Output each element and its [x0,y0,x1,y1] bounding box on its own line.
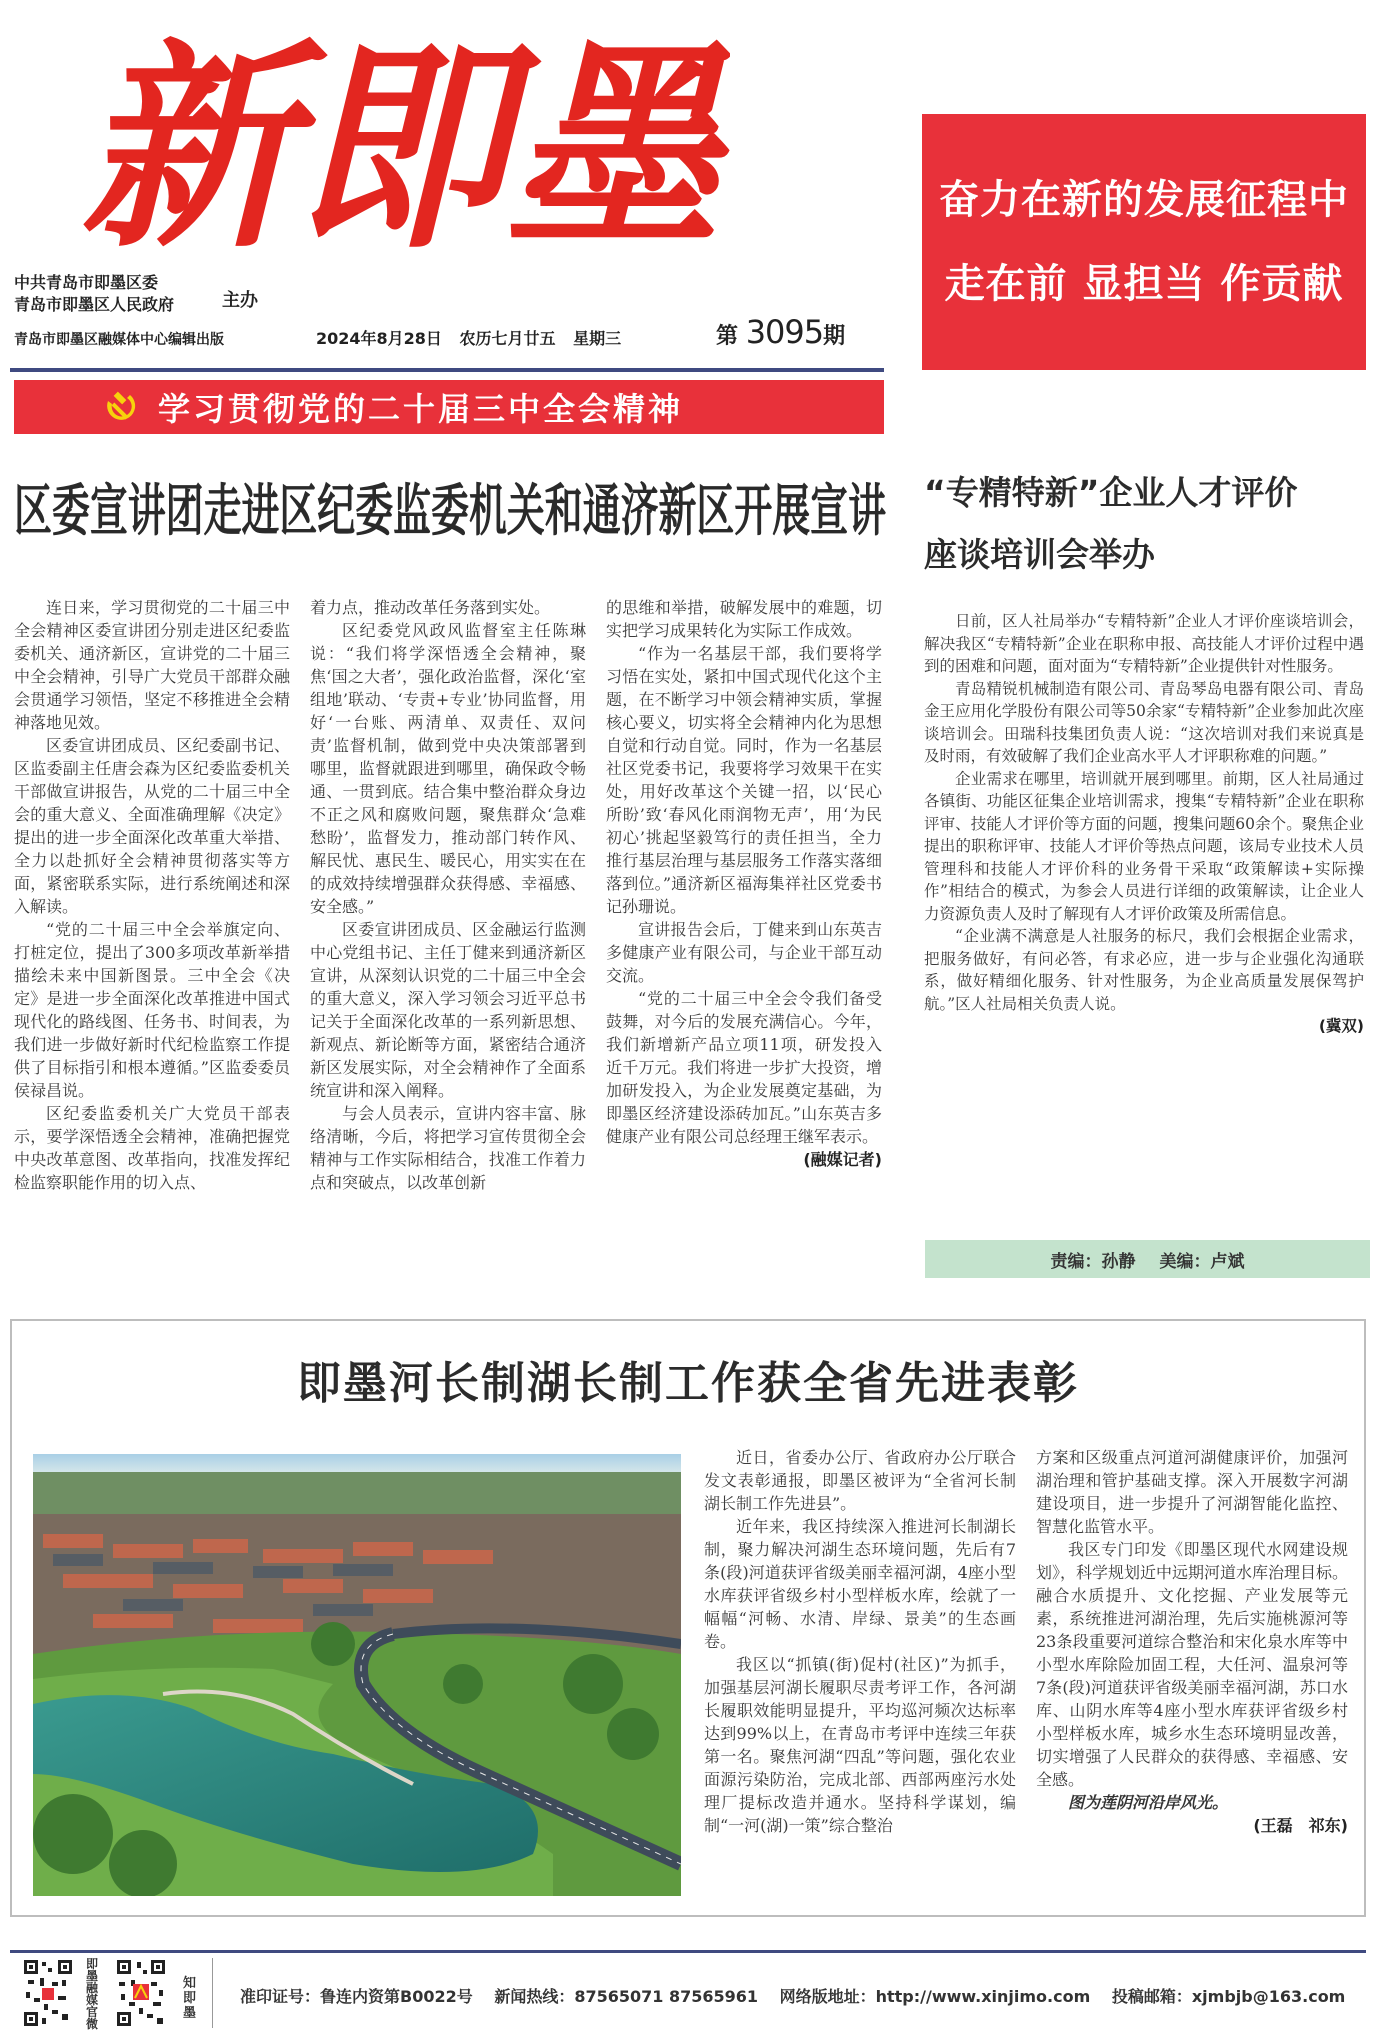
qr-label-zhi-jimo: 知即墨 [183,1976,197,2021]
logo-text: 新即墨 [80,20,730,270]
lead-article-column-3 [606,596,882,1171]
paragraph: 企业需求在哪里，培训就开展到哪里。前期，区人社局通过各镇街、功能区征集企业培训需求，搜集“专精特新”企业在职称评审、技能人才评价等方面的问题，搜集问题60余个。聚焦企业提出的职称评审、技能人才评价等热点问题，该局专业技术人员管理科和技能人才评价科的业务骨干采取“政策解读+实际操作”相结合的模式，为参会人员进行详细的政策解读，让企业人力资源负责人及时了解现有人才评价政策及所需信息。 [924,769,1364,923]
headline-line: 座谈培训会举办 [924,535,1155,574]
slogan-line-1: 奋力在新的发展征程中 [939,177,1349,223]
paragraph: “企业满不满意是人社服务的标尺，我们会根据企业需求，把服务做好，有问必答，有求必应，进一步与企业强化沟通联系，做好精细化服务、针对性服务，为企业高质量发展保驾护航。”区人社局相关负责人说。 [924,927,1364,1013]
paragraph: 方案和区级重点河道河湖健康评价，加强河湖治理和管护基础支撑。深入开展数字河湖建设项目，进一步提升了河湖智能化监控、智慧化监管水平。 [1036,1448,1348,1536]
bottom-article-column-2 [1036,1446,1348,1837]
slogan-box [922,114,1366,370]
paragraph: 与会人员表示，宣讲内容丰富、脉络清晰，今后，将把学习宣传贯彻全会精神与工作实际相结合，找准工作着力点和突破点，以改革创新 [310,1104,586,1192]
paragraph: 着力点，推动改革任务落到实处。 [310,598,551,617]
slogan-line-2: 走在前 显担当 作贡献 [944,261,1344,307]
masthead-divider [10,368,884,372]
paragraph: 近年来，我区持续深入推进河长制湖长制，聚力解决河湖生态环境问题，先后有7条(段)河道获评省级美丽幸福河湖，4座小型水库获评省级乡村小型样板水库，绘就了一幅幅“河畅、水清、岸绿、景美”的生态画卷。 [704,1517,1016,1651]
theme-banner [14,380,884,434]
footer-info [240,1984,1361,2007]
sponsor-party-committee: 中共青岛市即墨区委 [14,273,159,292]
river-aerial-photo [33,1454,681,1896]
side-article-body [924,610,1364,1038]
newspaper-logo [70,20,730,270]
art-editor: 美编：卢斌 [1159,1251,1245,1272]
weekday: 星期三 [573,329,622,348]
footer-divider [10,1950,1366,1953]
paragraph: “党的二十届三中全会举旗定向、打桩定位，提出了300多项改革新举措描绘未来中国新图景。三中全会《决定》是进一步全面深化改革推进中国式现代化的路线图、任务书、时间表，为我们进一步做好新时代纪检监察工作提供了目标指引和根本遵循。”区监委委员侯禄昌说。 [14,920,290,1100]
byline: (融媒记者) [803,1150,882,1169]
paragraph: 的思维和举措，破解发展中的难题，切实把学习成果转化为实际工作成效。 [606,598,882,640]
footer-separator [212,1958,213,2028]
website-link[interactable]: 网络版地址：http://www.xinjimo.com [779,1987,1091,2006]
paragraph: “党的二十届三中全会令我们备受鼓舞，对今后的发展充满信心。今年，我们新增新产品立项11项，研发投入近千万元。我们将进一步扩大投资，增加研发投入，为企业发展奠定基础，为即墨区经济建设添砖加瓦。”山东英吉多健康产业有限公司总经理王继军表示。 [606,989,882,1146]
paragraph: 区委宣讲团成员、区金融运行监测中心党组书记、主任丁健来到通济新区宣讲，从深刻认识党的二十届三中全会的重大意义，深入学习领会习近平总书记关于全面深化改革的一系列新思想、新观点、新论断等方面，紧密结合通济新区发展实际，对全会精神作了全面系统宣讲和深入阐释。 [310,920,586,1100]
byline: (冀双) [1318,1017,1364,1035]
paragraph: 近日，省委办公厅、省政府办公厅联合发文表彰通报，即墨区被评为“全省河长制湖长制工作先进县”。 [704,1448,1016,1513]
date: 2024年8月28日 [316,329,442,348]
editor-credits [925,1240,1370,1278]
issue-suffix: 期 [823,324,846,349]
lead-article-column-2 [310,596,586,1194]
qr-label-official-wechat: 即墨融媒官微 [86,1957,99,2031]
paragraph: 区委宣讲团成员、区纪委副书记、区监委副主任唐会森为区纪委监委机关干部做宣讲报告，从党的二十届三中全会的重大意义、全面准确理解《决定》提出的进一步全面深化改革重大举措、全力以赴抓好全会精神贯彻落实等方面，紧密联系实际，进行系统阐述和深入解读。 [14,736,290,916]
bottom-article-headline: 即墨河长制湖长制工作获全省先进表彰 [297,1358,1079,1409]
issue-prefix: 第 [716,324,739,349]
qr-code-icon[interactable] [22,1958,74,2028]
hammer-sickle-icon [100,387,140,427]
paragraph: 青岛精锐机械制造有限公司、青岛琴岛电器有限公司、青岛金王应用化学股份有限公司等50余家“专精特新”企业参加此次座谈培训会。田瑞科技集团负责人说：“这次培训对我们来说真是及时雨，有效破解了我们企业高水平人才评职称难的问题。” [924,679,1364,765]
paragraph: 宣讲报告会后，丁健来到山东英吉多健康产业有限公司，与企业干部互动交流。 [606,920,882,985]
lead-article-headline-text: 区委宣讲团走进区纪委监委机关和通济新区开展宣讲 [14,479,886,542]
paragraph: 连日来，学习贯彻党的二十届三中全会精神区委宣讲团分别走进区纪委监委机关、通济新区，宣讲党的二十届三中全会精神，引导广大党员干部群众融会贯通学习领悟，坚定不移推进全会精神落地见效。 [14,598,290,732]
paragraph: 日前，区人社局举办“专精特新”企业人才评价座谈培训会，解决我区“专精特新”企业在职称申报、高技能人才评价过程中遇到的困难和问题，面对面为“专精特新”企业提供针对性服务。 [924,612,1364,675]
byline: (王磊 祁东) [1253,1816,1348,1835]
lead-article-headline [14,472,890,542]
qr-code-icon[interactable] [115,1958,167,2028]
print-permit: 准印证号：鲁连内资第B0022号 [240,1987,473,2006]
issue-value: 3095 [745,313,824,351]
issue-number [716,312,845,357]
paragraph: 我区以“抓镇(街)促村(社区)”为抓手，加强基层河湖长履职尽责考评工作，各河湖长履职效能明显提升，平均巡河频次达标率达到99%以上，在青岛市考评中连续三年获第一名。聚焦河湖“四乱”等问题，强化农业面源污染防治，完成北部、西部两座污水处理厂提标改造并通水。坚持科学谋划，编制“一河(湖)一策”综合整治 [704,1655,1016,1835]
lunar-date: 农历七月廿五 [459,329,556,348]
dateline [316,328,633,350]
submission-email[interactable]: 投稿邮箱：xjmbjb@163.com [1111,1987,1346,2006]
chief-editor: 责编：孙静 [1050,1251,1136,1272]
sponsors [14,272,174,316]
side-article-headline [924,462,1364,586]
sponsor-government: 青岛市即墨区人民政府 [14,295,175,314]
publisher: 青岛市即墨区融媒体中心编辑出版 [14,332,224,348]
headline-line: “专精特新”企业人才评价 [924,473,1298,512]
bottom-article-column-1 [704,1446,1016,1837]
news-hotline: 新闻热线：87565071 87565961 [494,1987,759,2006]
photo-caption: 图为莲阴河沿岸风光。 [1068,1793,1229,1812]
paragraph: “作为一名基层干部，我们要将学习悟在实处，紧扣中国式现代化这个主题，在不断学习中领会精神实质，掌握核心要义，切实将全会精神内化为思想自觉和行动自觉。同时，作为一名基层社区党委书记，我要将学习效果干在实处，用好改革这个关键一招，以‘民心所盼’致‘春风化雨润物无声’，用‘为民初心’挑起坚毅笃行的责任担当，全力推行基层治理与基层服务工作落实落细落到位。”通济新区福海集祥社区党委书记孙珊说。 [606,644,882,916]
paragraph: 我区专门印发《即墨区现代水网建设规划》，科学规划近中远期河道水库治理目标。融合水质提升、文化挖掘、产业发展等元素，系统推进河湖治理，先后实施桃源河等23条段重要河道综合整治和宋化泉水库等中小型水库除险加固工程，大任河、温泉河等7条(段)河道获评省级美丽幸福河湖，苏口水库、山阴水库等4座小型水库获评省级乡村小型样板水库，城乡水生态环境明显改善，切实增强了人民群众的获得感、幸福感、安全感。 [1036,1540,1349,1789]
paragraph: 区纪委党风政风监督室主任陈琳说：“我们将学深悟透全会精神，聚焦‘国之大者’，强化政治监督，深化‘室组地’联动、‘专责+专业’协同监督，用好‘一台账、两清单、双责任、双问责’监督机制，做到党中央决策部署到哪里，监督就跟进到哪里，确保政令畅通、一贯到底。结合集中整治群众身边不正之风和腐败问题，聚焦群众‘急难愁盼’，监督发力，推动部门转作风、解民忧、惠民生、暖民心，用实实在在的成效持续增强群众获得感、幸福感、安全感。” [310,621,586,916]
paragraph: 区纪委监委机关广大党员干部表示，要学深悟透全会精神，准确把握党中央改革意图、改革指向，找准发挥纪检监察职能作用的切入点、 [14,1104,290,1192]
sponsor-suffix: 主办 [222,290,258,311]
theme-banner-text: 学习贯彻党的二十届三中全会精神 [158,390,684,428]
lead-article-column-1 [14,596,290,1194]
